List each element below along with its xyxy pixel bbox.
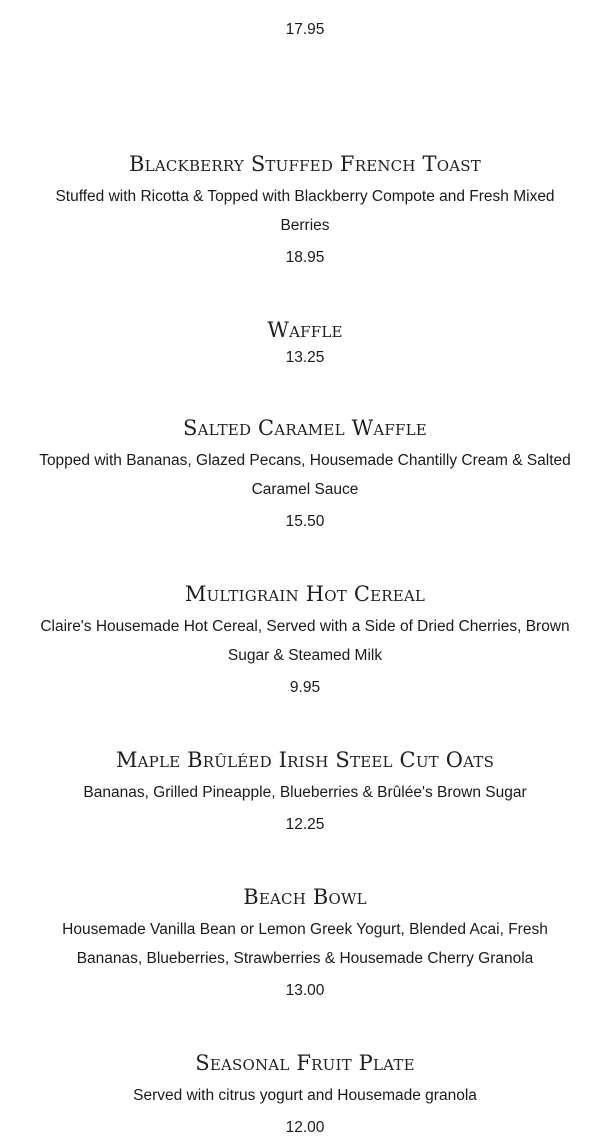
menu-item-name: Blackberry Stuffed French Toast [129, 152, 481, 176]
menu-item-price: 12.25 [285, 816, 325, 833]
menu-item-description: Bananas, Grilled Pineapple, Blueberries & Brûlée's Brown Sugar [83, 784, 527, 801]
menu-item [0, 150, 610, 268]
menu-item-price: 13.25 [285, 349, 325, 366]
menu-item [0, 414, 610, 532]
menu-item-description: Served with citrus yogurt and Housemade granola [133, 1087, 477, 1104]
menu-item-price: 18.95 [285, 249, 325, 266]
menu-item-description: Topped with Bananas, Glazed Pecans, Housemade Chantilly Cream & Salted Caramel Sauce [39, 452, 571, 498]
menu-item [0, 883, 610, 1001]
menu-item [0, 20, 610, 116]
menu-item-description: Housemade Vanilla Bean or Lemon Greek Yogurt, Blended Acai, Fresh Bananas, Blueberries, Strawberries & Housemade Cherry Granola [62, 921, 548, 967]
menu-item-price: 15.50 [285, 513, 325, 530]
menu-item [0, 580, 610, 698]
menu-item-name: Maple Brûléed Irish Steel Cut Oats [115, 748, 495, 772]
menu-item-name: Multigrain Hot Cereal [184, 582, 426, 606]
menu-item-description: Claire's Housemade Hot Cereal, Served with a Side of Dried Cherries, Brown Sugar & Steamed Milk [40, 618, 570, 664]
menu-item-price: 13.00 [285, 982, 325, 999]
menu-item-name: Salted Caramel Waffle [183, 416, 427, 440]
menu-item [0, 316, 610, 368]
menu-item-name: Seasonal Fruit Plate [195, 1051, 415, 1075]
menu-item-price: 17.95 [285, 21, 325, 38]
menu-item-description: Stuffed with Ricotta & Topped with Blackberry Compote and Fresh Mixed Berries [55, 188, 555, 234]
menu-item-name: Waffle [267, 318, 343, 342]
menu-item-name: Beach Bowl [243, 885, 367, 909]
menu-item [0, 1049, 610, 1138]
menu-item-price: 12.00 [285, 1119, 325, 1136]
menu-item [0, 746, 610, 835]
menu-item-price: 9.95 [289, 679, 321, 696]
